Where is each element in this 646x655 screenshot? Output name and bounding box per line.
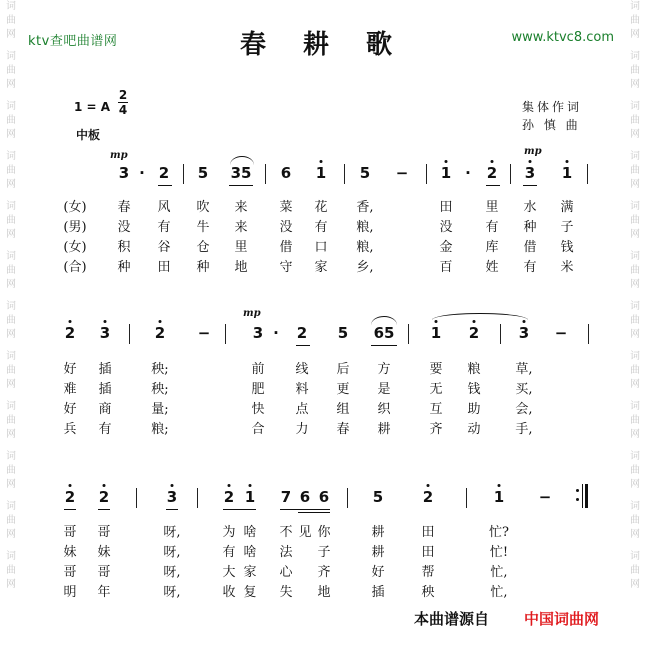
lyric-syllable: 花 — [314, 200, 328, 215]
note: 2 — [296, 324, 308, 342]
note: 5 — [197, 164, 209, 182]
composer-credit: 孙 慎 曲 — [522, 118, 581, 132]
slur — [230, 156, 254, 165]
bar-line — [347, 488, 348, 508]
lyric-syllable: 耕 — [371, 545, 385, 560]
note: 2 — [98, 488, 110, 506]
octave-dot — [427, 484, 430, 487]
dynamic-mark: mp — [524, 146, 542, 157]
note: 35 — [230, 164, 252, 182]
source-label: 本曲谱源自 — [414, 610, 490, 628]
lyric-syllable: 有 — [222, 545, 236, 560]
lyric-syllable: 年 — [97, 585, 111, 600]
octave-dot — [320, 160, 323, 163]
lyric-syllable: 借 — [279, 240, 293, 255]
beam — [166, 509, 178, 510]
octave-dot — [473, 320, 476, 323]
source-site-link[interactable]: 中国词曲网 — [524, 610, 600, 628]
lyric-syllable: 家 — [314, 260, 328, 275]
slur — [371, 316, 397, 325]
note: 5 — [372, 488, 384, 506]
note: 1 — [440, 164, 452, 182]
lyric-syllable: 没 — [279, 220, 293, 235]
lyric-syllable: (合) — [63, 260, 87, 275]
note-dot: · — [273, 324, 279, 342]
lyric-syllable: 插 — [98, 382, 112, 397]
lyric-syllable: 粮, — [356, 240, 374, 255]
bar-line — [408, 324, 409, 344]
lyric-syllable: 粮, — [356, 220, 374, 235]
lyric-syllable: 有 — [314, 220, 328, 235]
lyric-syllable: 组 — [336, 402, 350, 417]
lyric-syllable: 耕 — [377, 422, 391, 437]
lyric-syllable: 乡, — [356, 260, 374, 275]
lyric-syllable: 量; — [151, 402, 169, 417]
lyric-syllable: 为 — [222, 525, 236, 540]
note: 7 — [280, 488, 292, 506]
octave-dot — [104, 320, 107, 323]
lyric-syllable: 买, — [515, 382, 533, 397]
lyric-syllable: 粮 — [467, 362, 481, 377]
lyric-syllable: 地 — [317, 585, 331, 600]
lyric-syllable: 手, — [515, 422, 533, 437]
lyric-syllable: 有 — [98, 422, 112, 437]
lyric-syllable: 收 — [222, 585, 236, 600]
lyric-syllable: (女) — [63, 200, 87, 215]
lyric-syllable: 难 — [63, 382, 77, 397]
note: 1 — [493, 488, 505, 506]
lyric-syllable: 点 — [295, 402, 309, 417]
lyric-syllable: 库 — [485, 240, 499, 255]
tempo-marking: 中板 — [76, 128, 101, 142]
beam — [486, 185, 500, 186]
lyricist-credit: 集体作词 — [522, 100, 583, 114]
dynamic-mark: mp — [243, 308, 261, 319]
rest-dash: − — [538, 488, 552, 506]
lyric-syllable: 呀, — [163, 565, 181, 580]
lyric-syllable: 是 — [377, 382, 391, 397]
note: 2 — [422, 488, 434, 506]
octave-dot — [445, 160, 448, 163]
bar-line — [466, 488, 467, 508]
beam — [280, 509, 330, 510]
lyric-syllable: 口 — [314, 240, 328, 255]
lyric-syllable: 大 — [222, 565, 236, 580]
bar-line — [426, 164, 427, 184]
lyric-syllable: 妹 — [97, 545, 111, 560]
lyric-syllable: 秧; — [151, 382, 169, 397]
lyric-syllable: 没 — [439, 220, 453, 235]
lyric-syllable: 水 — [523, 200, 537, 215]
note: 6 — [318, 488, 330, 506]
octave-dot — [69, 484, 72, 487]
bar-line — [183, 164, 184, 184]
rest-dash: − — [554, 324, 568, 342]
lyric-syllable: 种 — [196, 260, 210, 275]
bar-line — [510, 164, 511, 184]
lyric-syllable: 钱 — [560, 240, 574, 255]
watermark-right: 词 曲 网 词 曲 网 词 曲 网 词 曲 网 词 曲 网 词 曲 网 词 曲 网 词 曲 网 词 曲 网 词 曲 网 词 曲 网 词 曲 网 — [630, 1, 640, 590]
lyric-syllable: 后 — [336, 362, 350, 377]
lyric-syllable: 田 — [421, 525, 435, 540]
notation-line-2 — [0, 324, 646, 350]
beam — [98, 509, 110, 510]
lyric-syllable: 法 — [279, 545, 293, 560]
site-link-right[interactable]: www.ktvc8.com — [511, 30, 614, 45]
lyric-syllable: 力 — [295, 422, 309, 437]
beam — [229, 185, 253, 186]
octave-dot — [159, 320, 162, 323]
lyric-syllable: 谷 — [157, 240, 171, 255]
note: 2 — [154, 324, 166, 342]
lyric-syllable: 妹 — [63, 545, 77, 560]
lyric-syllable: 方 — [377, 362, 391, 377]
bar-line — [500, 324, 501, 344]
lyric-syllable: 里 — [485, 200, 499, 215]
lyric-syllable: 织 — [377, 402, 391, 417]
lyric-syllable: 料 — [295, 382, 309, 397]
octave-dot — [103, 484, 106, 487]
bar-line — [136, 488, 137, 508]
lyric-syllable: 姓 — [485, 260, 499, 275]
lyric-syllable: 好 — [63, 402, 77, 417]
notation-line-3 — [0, 488, 646, 514]
lyric-syllable: 呀, — [163, 585, 181, 600]
octave-dot — [498, 484, 501, 487]
key-signature: 1 = A — [74, 100, 111, 114]
beam — [158, 185, 172, 186]
lyric-syllable: 见 — [298, 525, 312, 540]
note: 1 — [430, 324, 442, 342]
lyric-syllable: 田 — [157, 260, 171, 275]
lyric-syllable: 啥 — [243, 545, 257, 560]
watermark-left: 词 曲 网 词 曲 网 词 曲 网 词 曲 网 词 曲 网 词 曲 网 词 曲 网 词 曲 网 词 曲 网 词 曲 网 词 曲 网 词 曲 网 — [6, 1, 16, 590]
lyric-syllable: 啥 — [243, 525, 257, 540]
lyric-syllable: 里 — [234, 240, 248, 255]
lyric-syllable: 吹 — [196, 200, 210, 215]
rest-dash: − — [395, 164, 409, 182]
bar-line — [129, 324, 130, 344]
lyric-syllable: 草, — [515, 362, 533, 377]
lyric-syllable: 田 — [439, 200, 453, 215]
octave-dot — [228, 484, 231, 487]
lyric-syllable: 要 — [429, 362, 443, 377]
lyric-syllable: 无 — [429, 382, 443, 397]
lyric-syllable: 心 — [279, 565, 293, 580]
beam — [523, 185, 537, 186]
lyric-syllable: 忙, — [490, 585, 508, 600]
note: 3 — [252, 324, 264, 342]
note: 6 — [299, 488, 311, 506]
lyric-syllable: 子 — [560, 220, 574, 235]
note: 3 — [518, 324, 530, 342]
lyric-syllable: 借 — [523, 240, 537, 255]
notation-line-1 — [0, 164, 646, 190]
lyric-syllable: 插 — [371, 585, 385, 600]
octave-dot — [523, 320, 526, 323]
lyric-syllable: 呀, — [163, 545, 181, 560]
lyric-syllable: 会, — [515, 402, 533, 417]
note: 2 — [486, 164, 498, 182]
note: 1 — [244, 488, 256, 506]
bar-line — [588, 324, 589, 344]
lyric-syllable: 菜 — [279, 200, 293, 215]
lyric-syllable: 来 — [234, 220, 248, 235]
lyric-syllable: 忙? — [489, 525, 509, 540]
note: 2 — [64, 324, 76, 342]
lyric-syllable: 钱 — [467, 382, 481, 397]
lyric-syllable: 齐 — [317, 565, 331, 580]
lyric-syllable: 互 — [429, 402, 443, 417]
lyric-syllable: 春 — [117, 200, 131, 215]
lyric-syllable: 不 — [279, 525, 293, 540]
beam — [296, 345, 310, 346]
lyric-syllable: 百 — [439, 260, 453, 275]
lyric-syllable: 线 — [295, 362, 309, 377]
lyric-syllable: 守 — [279, 260, 293, 275]
lyric-syllable: 子 — [317, 545, 331, 560]
beam — [64, 509, 76, 510]
note: 1 — [315, 164, 327, 182]
octave-dot — [171, 484, 174, 487]
lyric-syllable: (男) — [63, 220, 87, 235]
bar-line — [225, 324, 226, 344]
song-title: 春 耕 歌 — [239, 30, 407, 60]
lyric-syllable: 米 — [560, 260, 574, 275]
note: 5 — [359, 164, 371, 182]
lyric-syllable: 粮; — [151, 422, 169, 437]
time-signature: 2 4 — [118, 88, 128, 117]
lyric-syllable: 助 — [467, 402, 481, 417]
lyric-syllable: 田 — [421, 545, 435, 560]
beam — [298, 512, 330, 513]
lyric-syllable: 肥 — [251, 382, 265, 397]
note: 2 — [468, 324, 480, 342]
lyric-syllable: 积 — [117, 240, 131, 255]
bar-line — [265, 164, 266, 184]
note-dot: · — [139, 164, 145, 182]
lyric-syllable: 好 — [371, 565, 385, 580]
note: 6 — [280, 164, 292, 182]
bar-line — [197, 488, 198, 508]
bar-line — [587, 164, 588, 184]
lyric-syllable: 没 — [117, 220, 131, 235]
lyric-syllable: 插 — [98, 362, 112, 377]
note: 2 — [223, 488, 235, 506]
lyric-syllable: 金 — [439, 240, 453, 255]
note: 3 — [99, 324, 111, 342]
lyric-syllable: 种 — [117, 260, 131, 275]
lyric-syllable: 有 — [523, 260, 537, 275]
lyric-syllable: 种 — [523, 220, 537, 235]
lyric-syllable: 秧; — [151, 362, 169, 377]
lyric-syllable: 失 — [279, 585, 293, 600]
beam — [371, 345, 397, 346]
lyric-syllable: 更 — [336, 382, 350, 397]
lyric-syllable: 哥 — [97, 565, 111, 580]
note: 1 — [561, 164, 573, 182]
beam — [223, 509, 256, 510]
octave-dot — [435, 320, 438, 323]
octave-dot — [529, 160, 532, 163]
lyric-syllable: 哥 — [63, 565, 77, 580]
lyric-syllable: 前 — [251, 362, 265, 377]
lyric-syllable: 合 — [251, 422, 265, 437]
lyric-syllable: 忙! — [489, 545, 509, 560]
octave-dot — [69, 320, 72, 323]
note: 5 — [337, 324, 349, 342]
lyric-syllable: 仓 — [196, 240, 210, 255]
tie — [432, 313, 528, 320]
lyric-syllable: 有 — [485, 220, 499, 235]
lyric-syllable: 兵 — [63, 422, 77, 437]
lyric-syllable: 家 — [243, 565, 257, 580]
lyric-syllable: 忙, — [490, 565, 508, 580]
lyric-syllable: (女) — [63, 240, 87, 255]
lyric-syllable: 帮 — [421, 565, 435, 580]
dynamic-mark: mp — [110, 150, 128, 161]
lyric-syllable: 牛 — [196, 220, 210, 235]
note: 65 — [373, 324, 395, 342]
lyric-syllable: 齐 — [429, 422, 443, 437]
note: 3 — [118, 164, 130, 182]
lyric-syllable: 风 — [157, 200, 171, 215]
lyric-syllable: 呀, — [163, 525, 181, 540]
lyric-syllable: 满 — [560, 200, 574, 215]
note: 3 — [524, 164, 536, 182]
octave-dot — [566, 160, 569, 163]
bar-line — [344, 164, 345, 184]
lyric-syllable: 你 — [317, 525, 331, 540]
lyric-syllable: 动 — [467, 422, 481, 437]
lyric-syllable: 商 — [98, 402, 112, 417]
lyric-syllable: 哥 — [63, 525, 77, 540]
note-dot: · — [465, 164, 471, 182]
lyric-syllable: 耕 — [371, 525, 385, 540]
rest-dash: − — [197, 324, 211, 342]
lyric-syllable: 有 — [157, 220, 171, 235]
lyric-syllable: 香, — [356, 200, 374, 215]
note: 2 — [64, 488, 76, 506]
lyric-syllable: 春 — [336, 422, 350, 437]
lyric-syllable: 快 — [251, 402, 265, 417]
octave-dot — [491, 160, 494, 163]
lyric-syllable: 明 — [63, 585, 77, 600]
site-link-left[interactable]: ktv查吧曲谱网 — [28, 34, 118, 49]
note: 2 — [158, 164, 170, 182]
lyric-syllable: 哥 — [97, 525, 111, 540]
lyric-syllable: 地 — [234, 260, 248, 275]
note: 3 — [166, 488, 178, 506]
lyric-syllable: 复 — [243, 585, 257, 600]
lyric-syllable: 好 — [63, 362, 77, 377]
octave-dot — [249, 484, 252, 487]
lyric-syllable: 秧 — [421, 585, 435, 600]
lyric-syllable: 来 — [234, 200, 248, 215]
